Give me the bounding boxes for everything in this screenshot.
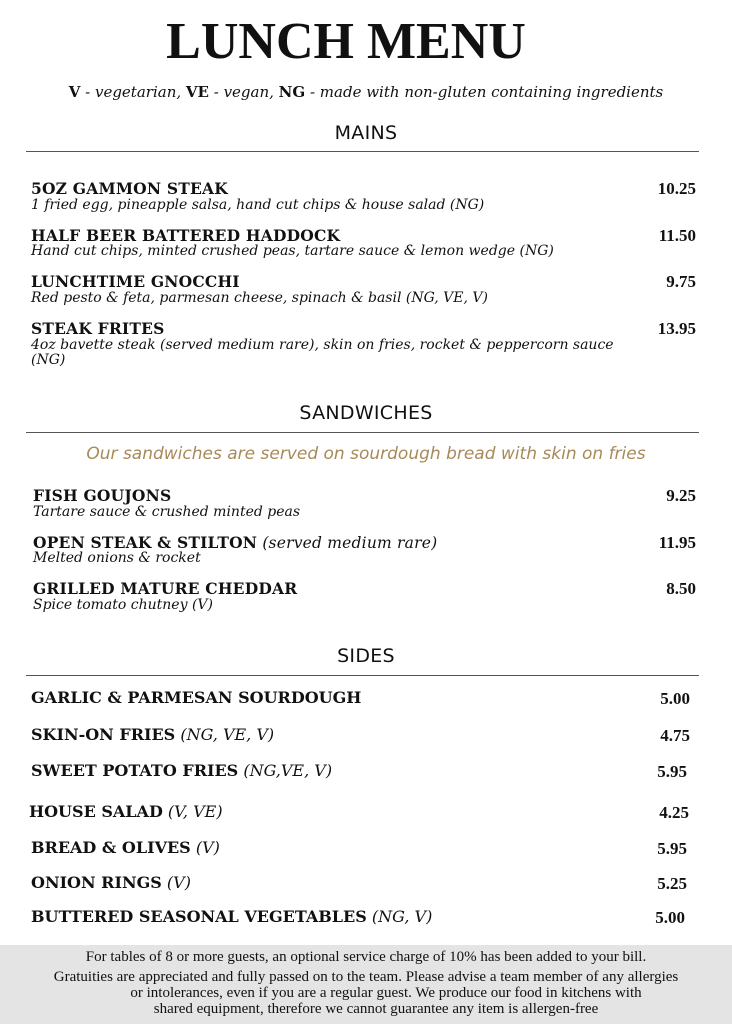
side-item-name	[29, 802, 223, 822]
menu-item-price: 13.95	[657, 319, 696, 338]
section-divider	[26, 151, 699, 152]
side-item-tag: (V)	[190, 838, 220, 857]
menu-item-price: 10.25	[657, 179, 696, 198]
side-item-name-text: HOUSE SALAD	[29, 802, 163, 821]
menu-item-description: Spice tomato chutney (V)	[33, 597, 213, 613]
section-divider	[26, 675, 699, 676]
side-item-price: 5.25	[657, 874, 687, 893]
legend-ve-text: - vegan,	[208, 83, 279, 101]
side-item-name-text: ONION RINGS	[31, 873, 162, 892]
side-item-tag: (V)	[161, 873, 191, 892]
side-item-tag: (V, VE)	[162, 802, 223, 821]
menu-item-name: LUNCHTIME GNOCCHI	[31, 272, 240, 291]
menu-item-price: 11.95	[658, 533, 696, 552]
side-item-name	[31, 688, 361, 708]
side-item-price: 4.25	[659, 803, 689, 822]
menu-item-description: 4oz bavette steak (served medium rare), skin on fries, rocket & peppercorn sauce (NG)	[31, 337, 614, 368]
menu-item-name: 5OZ GAMMON STEAK	[31, 179, 228, 198]
side-item-name	[31, 761, 332, 781]
menu-item-name: FISH GOUJONS	[33, 486, 172, 505]
legend-v-text: - vegetarian,	[80, 83, 186, 101]
footer-line: For tables of 8 or more guests, an optional service charge of 10% has been added to your bill.	[85, 949, 647, 965]
side-item-name-text: SWEET POTATO FRIES	[31, 761, 239, 780]
menu-item-description: Tartare sauce & crushed minted peas	[33, 504, 301, 520]
footer-line: Gratuities are appreciated and fully passed on to the team. Please advise a team member of any allergies	[53, 969, 679, 985]
sandwiches-note: Our sandwiches are served on sourdough bread with skin on fries	[86, 444, 646, 464]
side-item-price: 5.95	[657, 762, 687, 781]
menu-item-price: 11.50	[658, 226, 696, 245]
side-item-name-text: BUTTERED SEASONAL VEGETABLES	[31, 907, 367, 926]
side-item-name	[31, 873, 191, 893]
side-item-tag: (NG, V)	[366, 907, 433, 926]
side-item-name-text: GARLIC & PARMESAN SOURDOUGH	[31, 688, 362, 707]
menu-item-name-text: OPEN STEAK & STILTON	[33, 533, 258, 552]
menu-item-price: 9.25	[666, 486, 696, 505]
section-divider	[26, 432, 699, 433]
section-heading-sandwiches: SANDWICHES	[299, 402, 433, 424]
menu-item-description: Red pesto & feta, parmesan cheese, spinach & basil (NG, VE, V)	[31, 290, 488, 306]
side-item-name	[31, 838, 220, 858]
menu-item-description: 1 fried egg, pineapple salsa, hand cut chips & house salad (NG)	[31, 197, 485, 213]
legend-ng-text: - made with non-gluten containing ingredients	[305, 83, 664, 101]
menu-item-name: HALF BEER BATTERED HADDOCK	[31, 226, 341, 245]
side-item-name	[31, 907, 432, 927]
menu-item-description: Hand cut chips, minted crushed peas, tartare sauce & lemon wedge (NG)	[31, 243, 554, 259]
menu-item-description: Melted onions & rocket	[33, 550, 201, 566]
menu-item-price: 8.50	[666, 579, 696, 598]
legend-ve-code: VE	[185, 83, 209, 101]
side-item-name-text: SKIN-ON FRIES	[31, 725, 176, 744]
side-item-name-text: BREAD & OLIVES	[31, 838, 191, 857]
side-item-price: 5.00	[660, 689, 690, 708]
side-item-price: 5.00	[655, 908, 685, 927]
legend-v-code: V	[68, 83, 81, 101]
side-item-price: 4.75	[660, 726, 690, 745]
section-heading-mains: MAINS	[334, 122, 398, 144]
side-item-tag: (NG,VE, V)	[238, 761, 333, 780]
footer-notice	[0, 945, 732, 1024]
menu-title: LUNCH MENU	[166, 13, 526, 70]
side-item-tag: (NG, VE, V)	[175, 725, 275, 744]
menu-item-price: 9.75	[666, 272, 696, 291]
dietary-legend	[0, 82, 732, 102]
footer-line: or intolerances, even if you are a regular guest. We produce our food in kitchens with	[130, 985, 642, 1001]
menu-item-name: STEAK FRITES	[31, 319, 165, 338]
section-heading-sides: SIDES	[337, 645, 395, 667]
menu-item-name: GRILLED MATURE CHEDDAR	[33, 579, 298, 598]
side-item-name	[31, 725, 274, 745]
footer-line: shared equipment, therefore we cannot guarantee any item is allergen-free	[153, 1001, 599, 1017]
menu-item-tag: (served medium rare)	[257, 534, 438, 552]
legend-ng-code: NG	[278, 83, 306, 101]
side-item-price: 5.95	[657, 839, 687, 858]
